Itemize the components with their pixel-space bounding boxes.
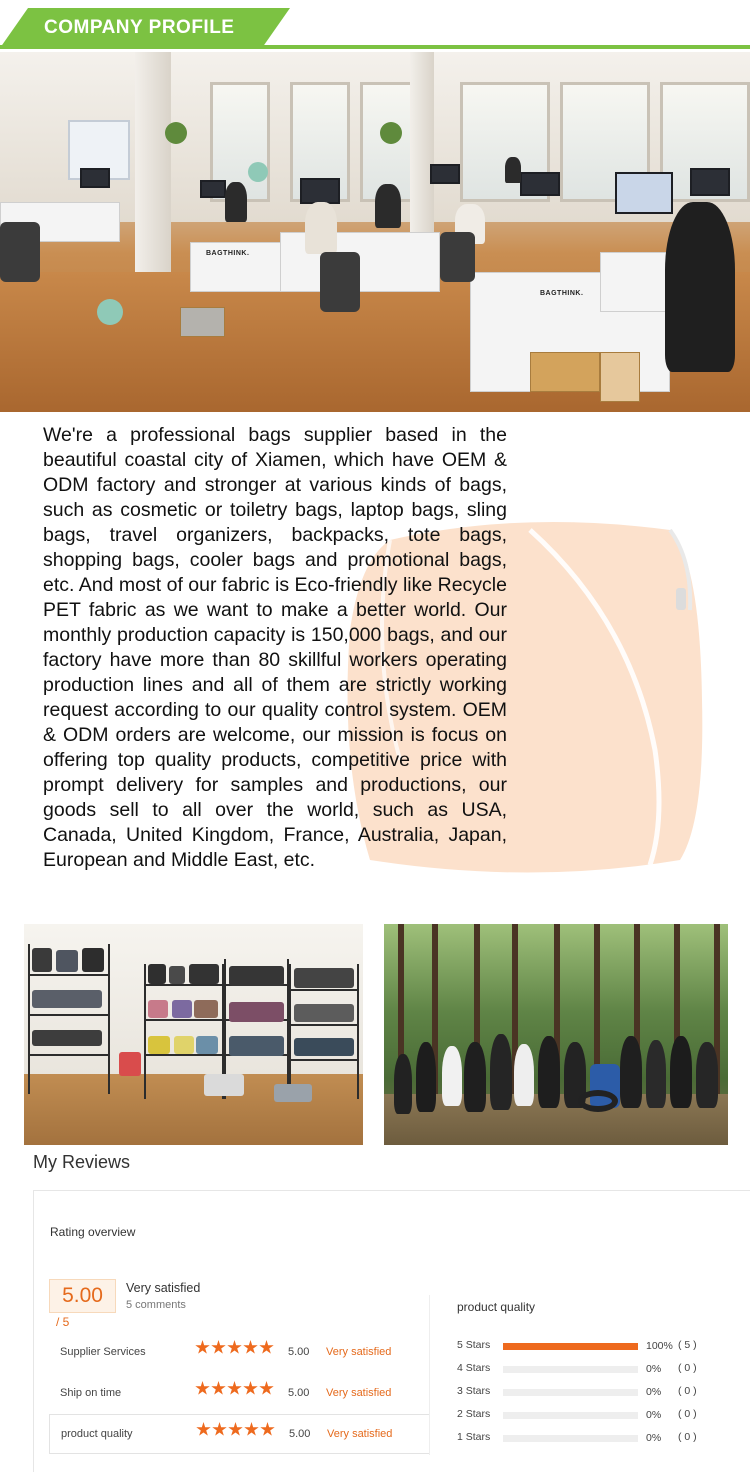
metric-name: Ship on time [60,1387,122,1399]
metric-row-product-quality[interactable] [49,1414,430,1454]
metric-verdict: Very satisfied [327,1428,393,1440]
distribution-percent: 0% [646,1363,662,1375]
distribution-row-4 [457,1362,717,1378]
distribution-count: ( 0 ) [678,1408,697,1420]
metric-stars [195,1340,274,1362]
distribution-label: 3 Stars [457,1385,491,1397]
star-icon [259,1340,274,1355]
comments-count: 5 comments [126,1299,186,1311]
distribution-row-3 [457,1385,717,1401]
distribution-bar-fill [503,1343,638,1350]
overall-score: 5.00 [49,1279,116,1313]
company-profile-banner [0,0,750,52]
distribution-percent: 0% [646,1432,662,1444]
office-photo [0,52,750,412]
distribution-label: 5 Stars [457,1339,491,1351]
distribution-label: 2 Stars [457,1408,491,1420]
star-icon [227,1340,242,1355]
star-icon [244,1422,259,1437]
reviews-divider [429,1295,430,1455]
distribution-count: ( 0 ) [678,1385,697,1397]
distribution-row-5 [457,1339,717,1355]
metric-stars [196,1422,275,1444]
rating-overview-label: Rating overview [50,1225,136,1239]
star-icon [211,1340,226,1355]
distribution-percent: 0% [646,1386,662,1398]
metric-name: Supplier Services [60,1346,146,1358]
distribution-bar [503,1366,638,1373]
metric-verdict: Very satisfied [326,1387,392,1399]
metric-score: 5.00 [289,1428,311,1440]
metric-verdict: Very satisfied [326,1346,392,1358]
distribution-title: product quality [457,1300,536,1314]
office-sign-right: BAGTHINK. [540,290,584,297]
distribution-count: ( 0 ) [678,1362,697,1374]
distribution-count: ( 5 ) [678,1339,697,1351]
metric-score: 5.00 [288,1387,310,1399]
distribution-bar [503,1389,638,1396]
distribution-row-1 [457,1431,717,1447]
distribution-label: 1 Stars [457,1431,491,1443]
reviews-section-title: My Reviews [33,1152,131,1172]
team-photo [384,924,728,1145]
star-icon [259,1381,274,1396]
distribution-percent: 0% [646,1409,662,1421]
star-icon [212,1422,227,1437]
distribution-bar [503,1343,638,1350]
star-icon [211,1381,226,1396]
star-icon [260,1422,275,1437]
star-icon [243,1340,258,1355]
star-icon [195,1340,210,1355]
overall-score-label: Very satisfied [126,1281,201,1295]
star-icon [196,1422,211,1437]
banner-title: COMPANY PROFILE [44,17,235,38]
distribution-count: ( 0 ) [678,1431,697,1443]
distribution-percent: 100% [646,1340,673,1352]
star-icon [227,1381,242,1396]
office-sign-left: BAGTHINK. [206,250,250,257]
metric-row-supplier-services [49,1333,430,1373]
distribution-bar [503,1412,638,1419]
star-icon [243,1381,258,1396]
metric-name: product quality [61,1428,133,1440]
star-icon [228,1422,243,1437]
star-icon [195,1381,210,1396]
metric-row-ship-on-time [49,1374,430,1414]
company-description: We're a professional bags supplier based in the beautiful coastal city of Xiamen, which have OEM & ODM factory and stronger at various kinds of bags, such as cosmetic or toiletry bags, laptop bags, sling bags, travel organizers, backpacks, tote bags, shopping bags, cooler bags and promotional bags, etc. And most of our fabric is Eco-friendly like Recycle PET fabric as we want to make a better world. Our monthly production capacity is 150,000 bags, and our factory have more than 80 skillful workers operating production lines and all of them are strictly working request according to our quality control system. OEM & ODM orders are welcome, our mission is focus on offering top quality products, competitive price with prompt delivery for samples and productions, our goods sell to all over the world, such as USA, Canada, United Kingdom, France, Australia, Japan, European and Middle East, etc. [43,424,507,871]
showroom-photo [24,924,363,1145]
score-scale: / 5 [56,1315,70,1329]
metric-score: 5.00 [288,1346,310,1358]
distribution-label: 4 Stars [457,1362,491,1374]
metric-stars [195,1381,274,1403]
distribution-row-2 [457,1408,717,1424]
distribution-bar [503,1435,638,1442]
